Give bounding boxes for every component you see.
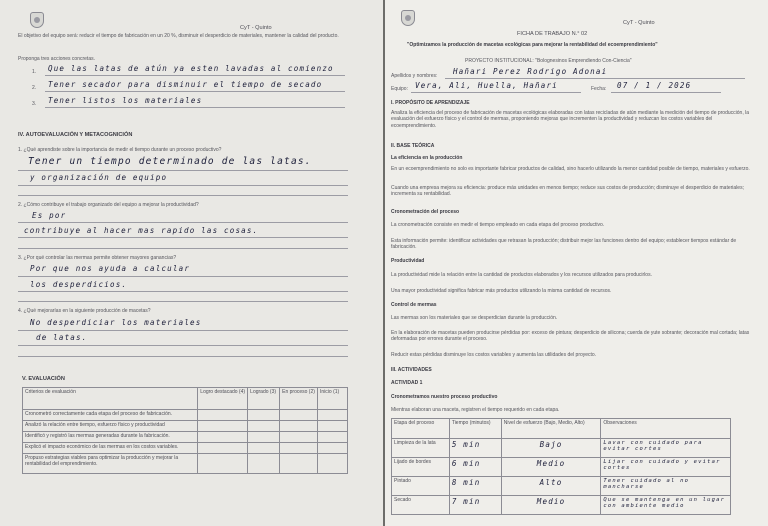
col-effort: Nivel de esfuerzo (Bajo, Medio, Alto) (501, 419, 601, 439)
right-header: CyT - Quinto (623, 20, 655, 26)
section-2-title: II. BASE TEÓRICA (391, 143, 435, 149)
school-shield-icon (30, 12, 44, 28)
question-1: 1. ¿Qué aprendiste sobre la importancia de medir el tiempo durante un proceso productivo? (18, 147, 222, 153)
action-3-answer: Tener listos los materiales (48, 96, 203, 105)
answer-3-line-1: Por que nos ayuda a calcular (30, 264, 191, 273)
eval-criterion: Cronometró correctamente cada etapa del proceso de fabricación. (23, 410, 198, 421)
waste-title: Control de mermas (391, 302, 437, 308)
productivity-p5: La productividad mide la relación entre la cantidad de productos elaborados y los recursos utilizados para producirlos. (391, 272, 652, 278)
eval-criterion: Identificó y registró las mermas generadas durante la fabricación. (23, 432, 198, 443)
eval-header-3: Logrado (3) (248, 388, 280, 410)
ficha-title: FICHA DE TRABAJO N.° 02 (517, 31, 588, 37)
answer-1-line-1: Tener un tiempo determinado de las latas. (28, 156, 312, 167)
effort-cell: Bajo (539, 440, 563, 449)
section-4-title: IV. AUTOEVALUACIÓN Y METACOGNICIÓN (18, 132, 133, 138)
productivity-title: Productividad (391, 258, 425, 264)
section-5-title: V. EVALUACIÓN (22, 376, 65, 382)
answer-1-line-2: y organización de equipo (30, 173, 168, 182)
answer-4-line-1: No desperdiciar los materiales (30, 318, 202, 327)
eval-header-criteria: Criterios de evaluación (23, 388, 198, 410)
date-label: Fecha: (591, 86, 607, 92)
obs-cell: Lavar con cuidado para evitar cortes (603, 440, 703, 452)
actions-prompt: Proponga tres acciones concretas. (18, 56, 95, 62)
eval-header-4: Logro destacado (4) (198, 388, 248, 410)
productivity-p6: Una mayor productividad significa fabricar más productos utilizando la misma cantidad de recursos. (391, 288, 612, 294)
table-row (392, 439, 731, 458)
waste-p7: Las mermas son los materiales que se desperdician durante la producción. (391, 315, 558, 321)
action-3-number: 3. (32, 101, 37, 107)
team-label: Equipo: (391, 86, 408, 92)
question-2: 2. ¿Cómo contribuye el trabajo organizado del equipo a mejorar la productividad? (18, 202, 199, 208)
col-time: Tiempo (minutos) (449, 419, 501, 439)
eval-criterion: Explicó el impacto económico de las mermas en los costos variables. (23, 443, 198, 454)
section-3-title: III. ACTIVIDADES (391, 367, 432, 373)
evaluation-table (22, 387, 348, 474)
section-1-title: I. PROPÓSITO DE APRENDIZAJE (391, 100, 470, 106)
action-1-number: 1. (32, 69, 37, 75)
efficiency-title: La eficiencia en la producción (391, 155, 463, 161)
time-cell: 8 min (451, 478, 481, 487)
time-cell: 7 min (451, 497, 481, 506)
answer-4-line-2: de latas. (36, 333, 88, 342)
effort-cell: Alto (539, 478, 563, 487)
action-2-answer: Tener secador para disminuir el tiempo de secado (48, 80, 323, 89)
activity-1-subtitle: Cronometramos nuestro proceso productivo (391, 394, 498, 400)
question-4: 4. ¿Qué mejorarías en la siguiente producción de macetas? (18, 308, 151, 314)
stage-cell: Lijado de bordes (392, 458, 450, 477)
answer-3-line-2: los desperdicios. (30, 280, 128, 289)
table-row (392, 458, 731, 477)
ficha-subtitle: "Optimizamos la producción de macetas ecológicas para mejorar la rentabilidad del ecoemprendimiento" (407, 42, 658, 48)
eval-criterion: Analizó la relación entre tiempo, esfuerzo físico y productividad (23, 421, 198, 432)
date-value: 07 / 1 / 2026 (617, 81, 692, 90)
process-timing-table (391, 418, 731, 515)
action-2-number: 2. (32, 85, 37, 91)
eval-header-2: En proceso (2) (280, 388, 318, 410)
time-cell: 5 min (451, 440, 481, 449)
right-page (385, 0, 768, 526)
left-intro: El objetivo del equipo será: reducir el tiempo de fabricación en un 20 %, disminuir el desperdicio de materiales, mantener la calidad del producto. (18, 33, 339, 39)
obs-cell: Que se mantenga en un lugar con ambiente medio (603, 497, 726, 509)
obs-cell: Lijar con cuidado y evitar cortes (603, 459, 721, 471)
answer-2-line-2: contribuye al hacer mas rapido las cosas. (24, 226, 259, 235)
left-header: CyT - Quinto (240, 25, 272, 31)
eval-header-1: Inicio (1) (318, 388, 348, 410)
stage-cell: Limpieza de la lata (392, 439, 450, 458)
eval-criterion: Propuso estrategias viables para optimizar la producción y mejorar la rentabilidad del emprendimiento. (23, 454, 198, 474)
time-cell: 6 min (451, 459, 481, 468)
activity-1-instructions: Mientras elaboran una maceta, registren el tiempo requerido en cada etapa. (391, 407, 560, 413)
activity-1-title: ACTIVIDAD 1 (391, 380, 423, 386)
names-label: Apellidos y nombres: (391, 73, 438, 79)
project-title: PROYECTO INSTITUCIONAL: "Bolognesinos Emprendiendo Con-Ciencia" (465, 58, 632, 64)
effort-cell: Medio (536, 497, 566, 506)
col-observations: Observaciones (601, 419, 731, 439)
table-row (392, 477, 731, 496)
stage-cell: Secado (392, 496, 450, 515)
answer-2-line-1: Es por (32, 211, 67, 220)
timing-title: Cronometración del proceso (391, 209, 460, 215)
efficiency-p1: En un ecoemprendimiento no solo es importante fabricar productos de calidad, sino hacerlo utilizando la menor cantidad posible de tiempo, materiales y esfuerzo. (391, 166, 750, 172)
waste-p9: Reducir estas pérdidas disminuye los costos variables y aumenta las utilidades del proyecto. (391, 352, 597, 358)
school-shield-icon (401, 10, 415, 26)
effort-cell: Medio (536, 459, 566, 468)
action-1-answer: Que las latas de atún ya esten lavadas al comienzo (48, 64, 334, 73)
section-1-text: Analiza la eficiencia del proceso de fabricación de macetas ecológicas elaboradas con latas recicladas de atún mediante la medición del tiempo de producción, la evaluación del esfuerzo físico y el control de mermas, proponiendo mejoras que incrementen la productividad y reduzcan los costos variables del ecoemprendimiento. (391, 110, 749, 129)
team-value: Vera, Ali, Huella, Hañari (415, 81, 558, 90)
question-3: 3. ¿Por qué controlar las mermas permite obtener mayores ganancias? (18, 255, 177, 261)
efficiency-p2: Cuando una empresa mejora su eficiencia: produce más unidades en menos tiempo; reduce sus costos de producción; disminuye el desperdicio de materiales; incrementa su rentabilidad. (391, 185, 744, 198)
table-row (392, 496, 731, 515)
col-stage: Etapa del proceso (392, 419, 450, 439)
timing-p4: Esta información permite: identificar actividades que retrasan la producción; distribuir mejor las funciones dentro del equipo; establecer tiempos estándar de fabricación. (391, 238, 737, 251)
stage-cell: Pintado (392, 477, 450, 496)
left-page (0, 0, 383, 526)
timing-p3: La cronometración consiste en medir el tiempo empleado en cada etapa del proceso productivo. (391, 222, 605, 228)
waste-p8: En la elaboración de macetas pueden producirse pérdidas por: exceso de pintura; desperdicio de silicona; cuerda de yute sobrante; decoración mal cortada; latas deformadas por errores durante el proceso. (391, 330, 750, 343)
obs-cell: Tener cuidado al no mancharse (603, 478, 690, 490)
names-value: Hañari Perez Rodrigo Adonai (453, 67, 608, 76)
